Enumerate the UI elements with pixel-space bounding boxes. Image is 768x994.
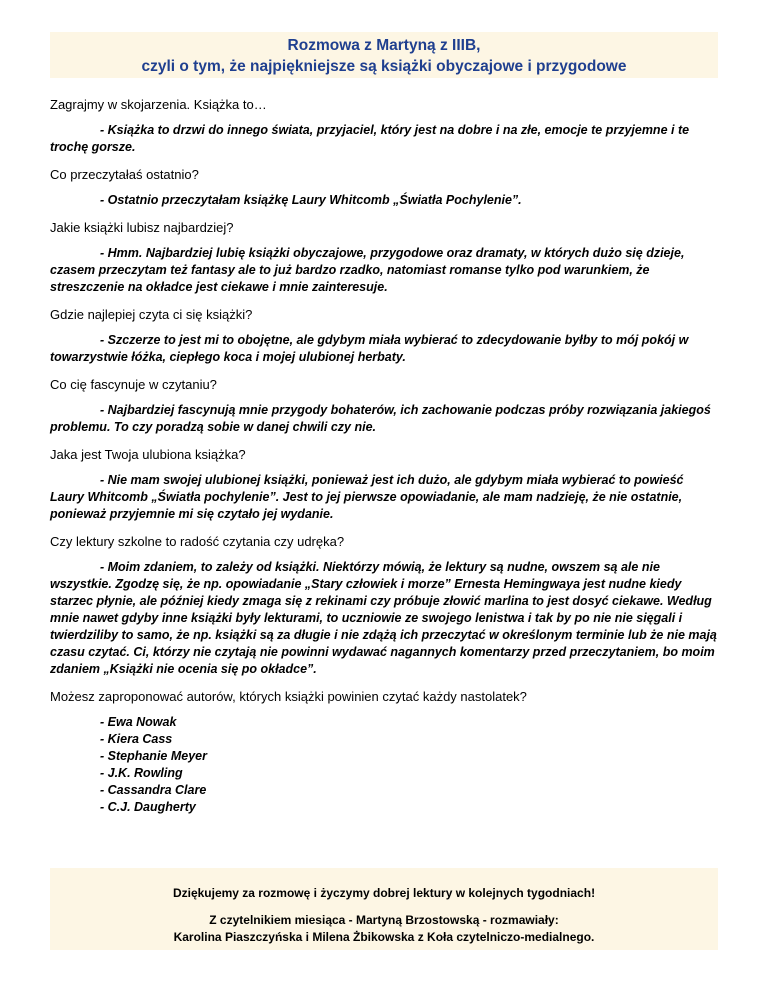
question: Co przeczytałaś ostatnio? (50, 167, 199, 182)
author-item: - Kiera Cass (100, 732, 173, 746)
answer: - Szczerze to jest mi to obojętne, ale gdybym miała wybierać to zdecydowanie byłby to mój pokój w towarzystwie łóżka, ciepłego koca i mojej ulubionej herbaty. (50, 333, 689, 364)
author-item: - Cassandra Clare (100, 783, 207, 797)
footer-credit-line-1: Z czytelnikiem miesiąca - Martyną Brzostowską - rozmawiały: (209, 913, 559, 927)
question: Czy lektury szkolne to radość czytania czy udręka? (50, 534, 345, 549)
author-item: - J.K. Rowling (100, 766, 183, 780)
author-item: - Ewa Nowak (100, 715, 177, 729)
answer: - Nie mam swojej ulubionej książki, ponieważ jest ich dużo, ale gdybym miała wybierać to powieść Laury Whitcomb „Światła pochylenie”. Jest to jej pierwsze opowiadanie, ale mam nadzieję, że nie ostatnie, ponieważ przyjemnie mi się czytało jej wydanie. (50, 473, 684, 521)
question: Co cię fascynuje w czytaniu? (50, 377, 217, 392)
author-item: - Stephanie Meyer (100, 749, 207, 763)
question: Jakie książki lubisz najbardziej? (50, 220, 234, 235)
footer-thanks: Dziękujemy za rozmowę i życzymy dobrej lektury w kolejnych tygodniach! (172, 886, 596, 900)
interview-content (50, 96, 718, 816)
title-line-1: Rozmowa z Martyną z IIIB, (287, 37, 481, 54)
answer: - Najbardziej fascynują mnie przygody bohaterów, ich zachowanie podczas próby rozwiązania jakiegoś problemu. To czy poradzą sobie w danej chwili czy nie. (50, 403, 711, 434)
answer: - Moim zdaniem, to zależy od książki. Niektórzy mówią, że lektury są nudne, owszem są ale nie wszystkie. Zgodzę się, że np. opowiadanie „Stary człowiek i morze” Ernesta Hemingwaya jest nudne kiedy starzec płynie, ale później kiedy zmaga się z rekinami czy próbuje złowić marlina to jest dosyć ciekawe. Według mnie nawet gdyby inne książki były lekturami, to uczniowie ze swojego lenistwa i tak by po nie nie sięgali i twierdziliby to samo, że np. książki są za długie i nie zdążą ich przeczytać w określonym terminie lub że nie mają czasu czytać. Ci, którzy nie czytają nie powinni wydawać nagannych komentarzy przed przeczytaniem, bo moim zdaniem „Książki nie ocenia się po okładce”. (50, 560, 717, 676)
question: Zagrajmy w skojarzenia. Książka to… (50, 97, 267, 112)
author-item: - C.J. Daugherty (100, 800, 196, 814)
answer: - Hmm. Najbardziej lubię książki obyczajowe, przygodowe oraz dramaty, w których dużo się dzieje, czasem przeczytam też fantasy ale to już bardzo rzadko, natomiast romanse tylko pod warunkiem, że streszczenie na okładce jest ciekawe i mnie zainteresuje. (50, 246, 685, 294)
answer: - Ostatnio przeczytałam książkę Laury Whitcomb „Światła Pochylenie”. (100, 193, 522, 207)
authors-question: Możesz zaproponować autorów, których książki powinien czytać każdy nastolatek? (50, 689, 527, 704)
title-line-2: czyli o tym, że najpiękniejsze są książki obyczajowe i przygodowe (141, 58, 627, 75)
footer-credit-line-2: Karolina Piaszczyńska i Milena Żbikowska z Koła czytelniczo-medialnego. (173, 930, 595, 944)
answer: - Książka to drzwi do innego świata, przyjaciel, który jest na dobre i na złe, emocje te przyjemne i te trochę gorsze. (50, 123, 690, 154)
title-box (50, 32, 718, 78)
footer-box (50, 868, 718, 950)
authors-list (50, 714, 718, 816)
footer-gap (50, 902, 718, 912)
question: Jaka jest Twoja ulubiona książka? (50, 447, 246, 462)
question: Gdzie najlepiej czyta ci się książki? (50, 307, 253, 322)
